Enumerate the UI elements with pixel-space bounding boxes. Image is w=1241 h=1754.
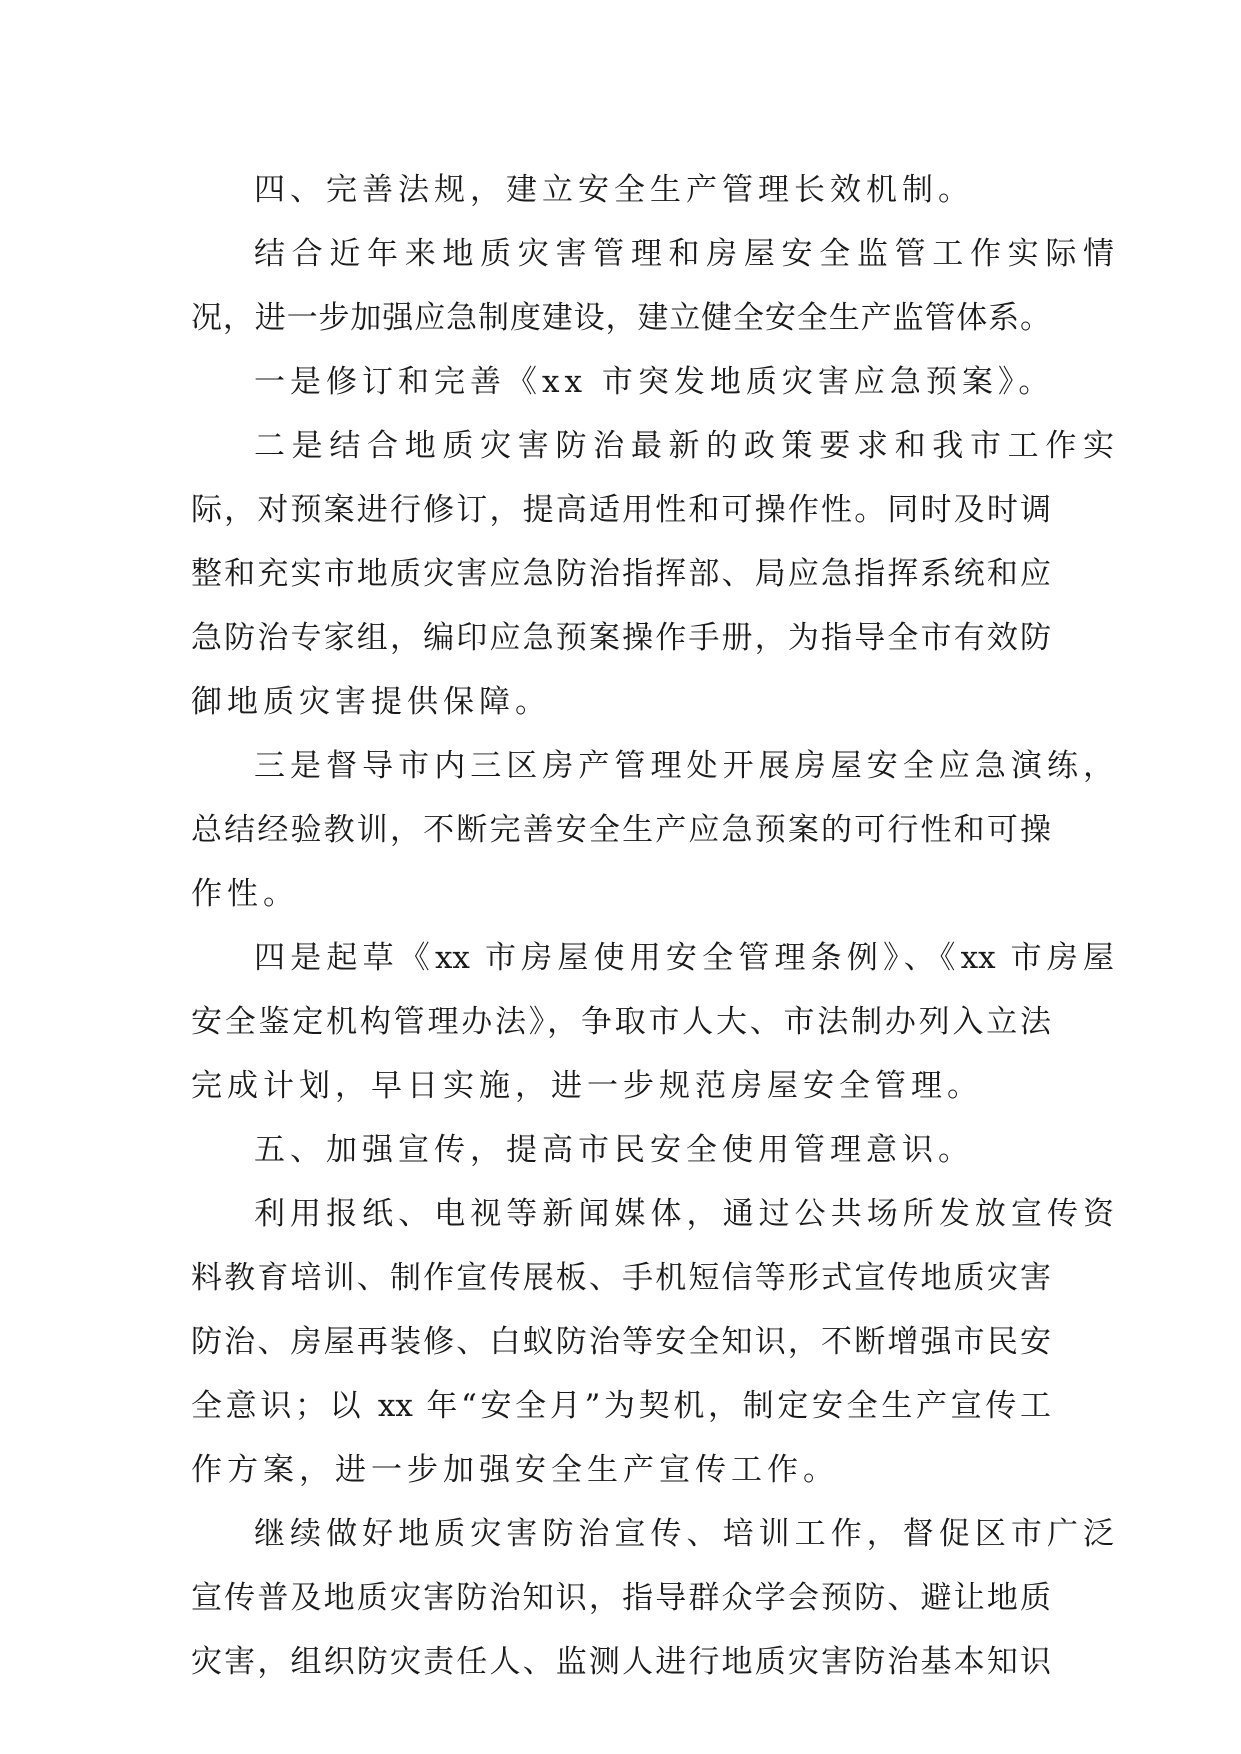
- paragraph-line: 灾害，组织防灾责任人、监测人进行地质灾害防治基本知识: [191, 1644, 1051, 1680]
- paragraph-line: 结合近年来地质灾害管理和房屋安全监管工作实际情: [254, 236, 1114, 272]
- paragraph-line: 急防治专家组，编印应急预案操作手册，为指导全市有效防: [191, 620, 1051, 656]
- section-heading-four: 四、完善法规，建立安全生产管理长效机制。: [254, 172, 974, 208]
- body-text: [191, 158, 1114, 1694]
- paragraph-line: 宣传普及地质灾害防治知识，指导群众学会预防、避让地质: [191, 1580, 1051, 1616]
- paragraph-line: 二是结合地质灾害防治最新的政策要求和我市工作实: [254, 428, 1114, 464]
- section-heading-five: 五、加强宣传，提高市民安全使用管理意识。: [254, 1132, 974, 1168]
- paragraph-line: 际，对预案进行修订，提高适用性和可操作性。同时及时调: [191, 492, 1051, 528]
- paragraph-line: 安全鉴定机构管理办法》，争取市人大、市法制办列入立法: [191, 1004, 1051, 1040]
- paragraph-line: 整和充实市地质灾害应急防治指挥部、局应急指挥系统和应: [191, 556, 1051, 592]
- paragraph-line: 作性。: [191, 876, 299, 912]
- paragraph-line: 料教育培训、制作宣传展板、手机短信等形式宣传地质灾害: [191, 1260, 1051, 1296]
- paragraph-line: 况，进一步加强应急制度建设，建立健全安全生产监管体系。: [191, 300, 1051, 336]
- paragraph-line: 一是修订和完善《xx 市突发地质灾害应急预案》。: [254, 364, 1055, 400]
- paragraph-line: 全意识；以 xx 年“安全月”为契机，制定安全生产宣传工: [191, 1388, 1051, 1424]
- paragraph-line: 利用报纸、电视等新闻媒体，通过公共场所发放宣传资: [254, 1196, 1114, 1232]
- paragraph-line: 御地质灾害提供保障。: [191, 684, 551, 720]
- paragraph-line: 防治、房屋再装修、白蚁防治等安全知识，不断增强市民安: [191, 1324, 1051, 1360]
- paragraph-line: 继续做好地质灾害防治宣传、培训工作，督促区市广泛: [254, 1516, 1114, 1552]
- paragraph-line: 作方案，进一步加强安全生产宣传工作。: [191, 1452, 839, 1488]
- paragraph-line: 三是督导市内三区房产管理处开展房屋安全应急演练，: [254, 748, 1114, 784]
- paragraph-line: 四是起草《xx 市房屋使用安全管理条例》、《xx 市房屋: [254, 940, 1114, 976]
- paragraph-line: 总结经验教训，不断完善安全生产应急预案的可行性和可操: [191, 812, 1051, 848]
- paragraph-line: 完成计划，早日实施，进一步规范房屋安全管理。: [191, 1068, 983, 1104]
